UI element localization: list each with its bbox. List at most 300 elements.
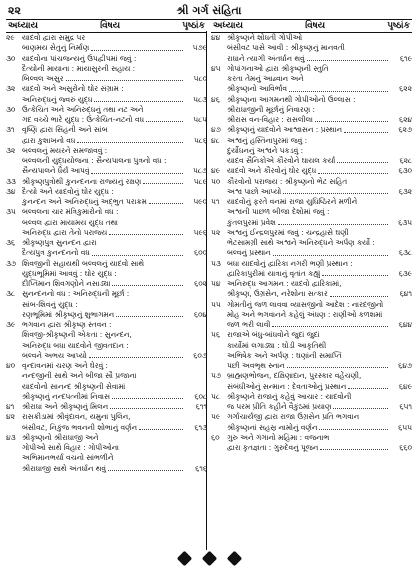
entry-text: અશ્વની પાછળ બીજા દેશોમાં જવું :	[227, 207, 330, 217]
entry-text: ભેટસામગ્રી સાથે અશ્વને અનિરુદ્ધને અર્પણ કર્યો :	[227, 238, 375, 247]
entry-text: બાણમય સેતુનું નિર્માણ	[22, 43, 90, 53]
entry-page-number: ૬૨૪	[398, 115, 412, 124]
dot-leader	[116, 310, 183, 317]
entry-body	[227, 371, 412, 392]
entry-page-number: ૫૮૬	[193, 135, 207, 145]
toc-entry	[211, 197, 412, 228]
toc-entry	[6, 289, 207, 320]
entry-line	[227, 156, 412, 166]
chapter-number: ૩૨	[6, 84, 16, 94]
entry-text: યાદવો દ્વારા સમુદ્ર પર	[22, 33, 86, 42]
entry-line	[22, 187, 207, 197]
entry-line	[227, 248, 412, 258]
dot-leader	[319, 423, 388, 430]
dot-leader	[278, 218, 388, 225]
entry-line	[22, 146, 207, 156]
toc-entry	[6, 238, 207, 259]
chapter-number: ૪૮	[211, 135, 220, 145]
chapter-heading: અધ્યાય	[8, 21, 39, 31]
entry-line	[22, 115, 207, 125]
entry-body	[22, 84, 207, 105]
dot-leader	[110, 402, 183, 409]
entry-line	[22, 279, 207, 289]
page-heading: પૃષ્ઠાંક	[387, 21, 410, 31]
entry-body	[227, 259, 412, 280]
toc-entry	[6, 125, 207, 146]
chapter-number: ૫૯	[211, 412, 221, 422]
entry-text: વૃન્દાવનમાં ચરણ અને ઘેરવું :	[22, 361, 109, 370]
entry-text: વૃષ્ણિ દ્વારા સિંહની અને સાંબ	[22, 125, 108, 135]
entry-line	[22, 43, 207, 53]
entry-line	[22, 218, 207, 228]
entry-text: અભિમાનભર્યા વચનો સાંભળીને	[22, 453, 114, 463]
dot-leader	[91, 43, 183, 50]
entry-text: કરતા તેમનું આહ્વાન અને	[227, 74, 304, 83]
toc-entry	[6, 177, 207, 187]
entry-line	[22, 341, 207, 351]
chapter-number: ૫૭	[211, 371, 221, 381]
entry-line	[227, 279, 412, 289]
entry-line	[22, 54, 207, 64]
entry-body	[227, 300, 412, 331]
entry-text: બિલ્વલ અસુર	[22, 74, 64, 83]
entry-text: શ્રીકૃષ્ણ, ઉગ્રસેન, નરેશોના સત્કાર	[227, 289, 328, 299]
entry-line	[22, 289, 207, 299]
entry-text: કૌરવોનો પરાજય : શ્રીકૃષ્ણનો ભેટ સહિત	[227, 176, 348, 186]
entry-line	[22, 371, 207, 381]
dot-leader	[330, 289, 388, 296]
entry-page-number: ૬૫૫	[398, 422, 412, 432]
toc-entry	[211, 433, 412, 454]
entry-line	[22, 136, 207, 146]
toc-entry	[6, 207, 207, 238]
entry-line	[227, 351, 412, 361]
entry-page-number: ૬૦૮	[194, 391, 207, 401]
toc-entry	[6, 54, 207, 85]
chapter-number: ૪૦	[6, 361, 16, 370]
chapter-number: ૪૯	[211, 166, 220, 176]
entry-text: બલ્વનું પ્રસ્થાન	[227, 248, 271, 258]
entry-text: નન્દજીની સાથે અને બીજા સૌ પ્રજાના	[22, 371, 137, 381]
toc-entries-left	[6, 33, 207, 474]
entry-line	[22, 33, 207, 43]
entry-line	[22, 197, 207, 207]
dot-leader	[112, 279, 183, 286]
dot-leader	[307, 54, 388, 61]
entry-text: બંસીવટ, નિકુંજ ભવનની શોભાનું વર્ણન	[22, 422, 138, 432]
dot-leader	[318, 166, 388, 173]
entry-text: શ્રીકૃષ્ણનો શ્રીરાધાજી અને	[22, 432, 99, 442]
toc-entry	[211, 64, 412, 95]
toc-entry	[211, 259, 412, 280]
entry-body	[22, 177, 207, 187]
entry-line	[227, 310, 412, 320]
entry-line	[227, 433, 412, 443]
entry-line	[22, 382, 207, 392]
entry-line	[22, 105, 207, 115]
chapter-number: ૩૮	[6, 289, 15, 299]
entry-line	[22, 330, 207, 340]
entry-text: શ્રીકૃષ્ણપુત્ર સુનન્દન દ્વારા	[22, 238, 97, 247]
entry-text: અશ્વનું ઈન્દ્રલપુરમાં જવું : ચન્દ્રહાસે ઘણી	[227, 227, 349, 237]
entry-line	[227, 54, 412, 64]
entry-page-number: ૫૯૬	[193, 227, 207, 237]
entry-page-number: ૬૬૦	[399, 443, 412, 452]
entry-text: સુનન્દનનો વધ : અનિરુદ્ધની મૂર્છા :	[22, 289, 130, 299]
entry-text: બધા યાદવોનું દ્વારિકા નગરી ભણી પ્રસ્થાન :	[227, 258, 353, 268]
entry-text: સાંબ-શિવનું યુદ્ધ :	[22, 299, 78, 309]
dot-leader	[112, 392, 183, 399]
entry-text: બલ્વલનું મયરને સમજાવવું :	[22, 145, 108, 155]
entry-line	[227, 269, 412, 279]
entry-page-number: ૫૮૫	[193, 115, 207, 124]
entry-line	[227, 95, 412, 105]
page-heading: પૃષ્ઠાંક	[182, 21, 205, 31]
entry-text: અશ્વનું હસ્તિનાપુરમાં જવું :	[227, 135, 308, 145]
entry-line	[227, 177, 412, 187]
entry-line	[227, 218, 412, 228]
entry-page-number: ૫૮૩	[193, 94, 207, 104]
entry-body	[227, 279, 412, 300]
entry-text: દુર્યોધનનું અશ્વને પકડવું :	[227, 145, 304, 155]
entry-text: શ્રીરાધાજી સાથે અંતર્ધાન થવું	[22, 463, 107, 473]
toc-entry	[211, 228, 412, 259]
entry-body	[227, 412, 412, 433]
dot-leader	[322, 269, 388, 276]
toc-entry	[211, 166, 412, 176]
entry-line	[227, 136, 412, 146]
entry-line	[22, 74, 207, 84]
toc-entry	[6, 259, 207, 290]
entry-text: દૈત્યપુત્ર કુનન્દનનો વધ	[22, 248, 90, 258]
ornament-diamond	[176, 551, 192, 567]
chapter-number: ૪૭	[211, 125, 221, 135]
chapter-number: ૩૧	[6, 125, 15, 135]
chapter-number: ૫૮	[211, 391, 220, 401]
entry-text: દૈત્યો અને યાદવોનું ઘોર યુદ્ધ :	[22, 186, 114, 196]
entry-body	[227, 33, 412, 64]
entry-line	[22, 177, 207, 187]
entry-page-number: ૫૮૭	[192, 166, 207, 176]
chapter-number: ૩૦	[6, 53, 16, 63]
entry-line	[22, 351, 207, 361]
entry-text: અનિરુદ્ધ દ્વારા તેનો પરાજય	[22, 227, 108, 237]
chapter-number: ૫૪	[211, 279, 221, 288]
entry-body	[22, 33, 207, 54]
entry-text: અનિરુદ્ધ બધા યાદવોને જીવતદાન :	[22, 340, 129, 350]
entry-text: બ્રાહ્મણભોજન, દક્ષિણાદાન, પુરસ્કાર વહેંચણી,	[227, 371, 362, 381]
toc-entry	[6, 361, 207, 402]
entry-body	[22, 146, 207, 177]
entry-body	[227, 177, 412, 198]
dot-leader	[77, 136, 183, 143]
entry-line	[227, 259, 412, 269]
entry-line	[227, 238, 412, 248]
entry-text: જ પરમ પ્રીતિ કહીને વૈકુંઠમાં પ્રયાણ	[227, 402, 332, 411]
entry-text: અનિરુદ્ધ આગમન : યાદવો દ્વારિકામાં,	[227, 279, 342, 288]
entry-body	[227, 125, 412, 135]
entry-line	[227, 197, 412, 207]
entry-text: શ્રીરાધા અને શ્રીકૃષ્ણનું મિલન	[22, 402, 109, 411]
entry-text: દીપ્તિમાન શિવગણોને નસાડ્યા	[22, 279, 111, 288]
entry-body	[227, 95, 412, 126]
toc-entry	[211, 371, 412, 392]
entry-page-number: ૬૧૩	[194, 422, 207, 432]
toc-entry	[211, 136, 412, 167]
toc-entry	[211, 177, 412, 198]
entry-line	[22, 402, 207, 412]
entry-text: બલ્વલ દ્વારા માયામય યુદ્ધ તથા	[22, 217, 118, 227]
chapter-number: ૫૦	[211, 176, 221, 186]
entry-line	[22, 453, 207, 463]
entry-line	[22, 64, 207, 74]
entry-text: યાદવો અને અસુરોનો ઘોર સંગ્રામ :	[22, 84, 124, 94]
chapter-number: ૩૭	[6, 258, 17, 268]
entry-text: બંસીવટ પાસે આવી : શ્રીકૃષ્ણનું માનવતી	[227, 43, 345, 53]
toc-column-left	[6, 20, 207, 553]
toc-entry	[211, 392, 412, 413]
entry-page-number: ૬૪૪	[398, 320, 412, 329]
dot-leader	[287, 361, 388, 368]
entry-text: પછી અવભૃથ સ્નાન	[227, 361, 285, 370]
entry-line	[22, 259, 207, 269]
toc-entry	[6, 146, 207, 177]
book-title: શ્રી ગર્ગ સંહિતા	[176, 3, 242, 17]
dot-leader	[108, 464, 183, 471]
entry-line	[22, 310, 207, 320]
entry-body	[22, 433, 207, 474]
entry-line	[227, 207, 412, 217]
entry-text: અનિરુદ્ધનું જ્વરું યુદ્ધ	[22, 94, 93, 104]
entry-page-number: ૬૩૫	[398, 217, 412, 227]
chapter-number: ૩૬	[6, 238, 16, 247]
entry-text: દ્વારા કૃતજ્ઞતા : ગુરુદેવનું પૂજન	[227, 443, 319, 452]
toc-entry	[6, 33, 207, 54]
entry-page-number: ૬૧૯	[399, 53, 412, 63]
entry-line	[22, 166, 207, 176]
entry-body	[22, 125, 207, 146]
entry-line	[227, 392, 412, 402]
entry-text: ગુરુ અને ગંગાનો મહિમા : વજનાભ	[227, 432, 330, 442]
chapter-number: ૩૩	[6, 176, 16, 186]
chapter-number: ૪૨	[6, 412, 15, 422]
entry-line	[22, 238, 207, 248]
entry-line	[227, 320, 412, 330]
entry-text: ગોપીઓ સાથે વિહાર : ગોપીઓના	[22, 443, 119, 452]
entry-text: જળ ભરી લાવી	[227, 320, 271, 329]
entry-text: શિવજીની સહાયથી બલ્વલનું યાદવો સાથે	[22, 258, 145, 268]
entry-body	[22, 289, 207, 320]
entry-page-number: ૬૩૨	[398, 186, 412, 196]
entry-line	[22, 320, 207, 330]
toc-entry	[211, 33, 412, 64]
chapter-number: ૫૨	[211, 227, 221, 237]
entry-text: દ્વારિકાપુરીમાં યાત્રાનું વૃતાંત કહ્યું	[227, 268, 321, 278]
entry-page-number: ૬૪૧	[399, 289, 412, 299]
entry-body	[22, 238, 207, 259]
chapter-number: ૫૧	[211, 197, 220, 206]
entry-text: યાદવોનું ફરતે વનમાં રાજા યુધિષ્ઠિરને મળીને	[227, 197, 358, 206]
entry-page-number: ૫૭૯	[192, 43, 207, 53]
column-divider	[206, 31, 207, 550]
entry-page-number: ૬૦૪	[193, 309, 207, 319]
dot-leader	[94, 95, 183, 102]
chapter-number: ૫૬	[211, 330, 220, 340]
toc-entry	[211, 279, 412, 300]
entry-text: શ્રીકૃષ્ણનું નન્દપત્નીમાં નિવાસ	[22, 391, 110, 401]
dot-leader	[92, 248, 183, 255]
entry-text: બલ્વલની યુદ્ધયોજના : સૈન્યપાલના પુત્રનો વધ :	[22, 156, 167, 165]
entry-text: બલ્વલના ચાર મંત્રિકુમારોનો વધ :	[22, 207, 119, 217]
entry-text: શિવજી-શ્રીકૃષ્ણની એકતા : સુનન્દન,	[22, 330, 132, 340]
dot-leader	[289, 84, 388, 91]
entry-page-number: ૬૨૨	[399, 84, 412, 94]
entry-line	[227, 105, 412, 115]
entry-line	[227, 402, 412, 412]
dot-leader	[273, 248, 388, 255]
chapter-number: ૩૨	[6, 145, 16, 155]
column-header	[211, 20, 412, 33]
entry-line	[22, 125, 207, 135]
toc-entry	[6, 187, 207, 208]
page-header	[6, 3, 412, 18]
dot-leader	[333, 402, 388, 409]
ornament-diamond	[201, 551, 217, 567]
entry-page-number: ૬૪૯	[398, 381, 412, 391]
entry-page-number: ૬૧૬	[195, 463, 207, 473]
entry-text: શ્રીકૃષ્ણનું યાદવોને આશ્વાસન : પ્રસ્થાન	[227, 125, 343, 135]
entry-line	[227, 64, 412, 74]
entry-text: યાદવોના પાંચજન્યનું ઉપદ્વીપમાં જવું :	[22, 53, 137, 63]
dot-leader	[315, 115, 388, 122]
entry-text: બલ્વને અભય આપ્યો	[22, 350, 87, 360]
dot-leader	[272, 320, 388, 327]
entry-text: કુનન્દન અને અનિરુદ્ધનું અદ્ભુત પરાક્રમ	[22, 197, 147, 206]
entry-page-number: ૬૦૭	[193, 350, 207, 360]
entry-text: શ્રીરાસ વન-વિહાર : રાસલીલા	[227, 115, 313, 124]
entry-text: દ્વારા કુશાખનો વધ	[22, 135, 76, 145]
entry-body	[22, 320, 207, 361]
footer-ornaments	[0, 553, 418, 564]
entry-text: કુંતલપુરમાં પ્રવેશ	[227, 217, 276, 227]
chapter-number: ૩૫	[6, 207, 16, 217]
entry-body	[22, 54, 207, 85]
toc-entry	[211, 330, 412, 371]
entry-text: રાધાને ત્યાગી અંતર્ધાન થવું	[227, 53, 305, 63]
entry-text: ગર્ગાચાર્યજી દ્વારા રાજા ઉગ્રસેન પ્રતિ ભગવાન	[227, 412, 360, 422]
entry-text: ભગવાન દ્વારા શ્રીકૃષ્ણ સ્તવન :	[22, 320, 112, 329]
entry-body	[22, 105, 207, 126]
entry-text: સંબંધીઓનું સન્માન : દેવતાઓનું પ્રસ્થાન	[227, 381, 347, 391]
dot-leader	[320, 443, 388, 450]
dot-leader	[344, 125, 388, 132]
toc-column-right	[211, 20, 412, 553]
dot-leader	[109, 228, 183, 235]
entry-body	[227, 433, 412, 454]
toc-entry	[6, 105, 207, 126]
entry-body	[227, 392, 412, 413]
entry-line	[22, 156, 207, 166]
entry-line	[22, 207, 207, 217]
entry-page-number: ૬૦૦	[193, 248, 207, 258]
chapter-heading: અધ્યાય	[213, 21, 244, 31]
entry-body	[22, 207, 207, 238]
column-header	[6, 20, 207, 33]
dot-leader	[89, 351, 183, 358]
entry-line	[227, 84, 412, 94]
dot-leader	[149, 197, 183, 204]
entry-body	[227, 197, 412, 228]
toc-entry	[211, 412, 412, 433]
entry-line	[22, 95, 207, 105]
entry-text: કાર્યોમાં લગાડ્યા : ઘોડી આકૃતિથી	[227, 340, 327, 350]
entry-text: રાજાએ બંધુ-બાંધવોને જુદાં જુદાં	[227, 330, 320, 340]
entry-line	[227, 187, 412, 197]
entry-body	[227, 228, 412, 259]
dot-leader	[143, 177, 183, 184]
chapter-number: ૪૩	[6, 432, 16, 442]
entry-line	[227, 146, 412, 156]
entry-line	[227, 228, 412, 238]
dot-leader	[348, 382, 388, 389]
entry-text: ગોમતીનું જળ લાવવા વ્યાસજીનો આદેશ : નારદજીનો	[227, 299, 384, 309]
entry-text: ઉત્કેચિત અને અનિરુદ્ધનું તથા નટ અને	[22, 104, 144, 114]
entry-text: મોહ અને ભગવાનને કહેલું અંધણ : રાણીઓ કળશમાં	[227, 309, 383, 319]
chapter-number: ૩૪	[6, 186, 16, 196]
chapter-number: ૪૬	[211, 94, 220, 104]
entry-text: શ્રીકૃષ્ણનો આવિર્ભાવ	[227, 84, 288, 94]
entry-body	[227, 64, 412, 95]
entry-line	[227, 341, 412, 351]
entry-line	[22, 361, 207, 371]
entry-line	[227, 289, 412, 299]
entry-text: યુદ્ધભૂમિમાં આવવું : ઘોર યુદ્ધ :	[22, 268, 117, 278]
entry-text: યાદવ સૈનિકોએ કૌરવોને ઘાયલ કર્યા	[227, 156, 336, 165]
entry-text: શ્રીકૃષ્ણપુત્રોથી કુનન્દનના રાજ્યનું રક્ષણ	[22, 176, 142, 186]
chapter-number: ૩૯	[6, 320, 16, 329]
entry-text: અભિષેક અને અર્પણ : ઘણાંની સમાપ્તિ	[227, 350, 342, 360]
entry-text: શ્રીકૃષ્ણનાં સહસ્ર નામોનું વર્ણન	[227, 422, 318, 432]
entry-line	[227, 371, 412, 381]
entry-text: ગદ વચ્ચે ભારે યુદ્ધ : ઉત્કેચિત-નટનો વધ	[22, 115, 144, 124]
entry-page-number: ૫૮૦	[193, 74, 207, 83]
entry-line	[227, 115, 412, 125]
entry-text: સૈન્યપાલને ધૈર્ય આપવું	[22, 166, 90, 176]
entry-body	[227, 166, 412, 176]
entry-page-number: ૫૯૦	[193, 197, 207, 206]
entry-line	[22, 412, 207, 422]
toc-entry	[6, 433, 207, 474]
entry-line	[227, 33, 412, 43]
chapter-number: ૪૧	[6, 402, 15, 411]
entry-line	[22, 300, 207, 310]
entry-page-number: ૬૧૧	[195, 402, 207, 411]
chapter-number: ૨૯	[6, 33, 15, 42]
entry-line	[227, 166, 412, 176]
entry-text: દૈત્યોની માયાના : માયાસુરની સહાય :	[22, 63, 136, 73]
entry-text: શ્રીકૃષ્ણને રાજાનું કહેવું આચાર : યાદવોની	[227, 391, 352, 401]
dot-leader	[139, 423, 183, 430]
entry-line	[22, 269, 207, 279]
entry-line	[22, 228, 207, 238]
entry-line	[227, 423, 412, 433]
entry-line	[22, 248, 207, 258]
entry-line	[227, 382, 412, 392]
page-number: ૨૨	[8, 3, 21, 17]
ornament-diamond	[226, 551, 242, 567]
entry-page-number: ૬૫૧	[399, 402, 412, 411]
entry-line	[227, 125, 412, 135]
